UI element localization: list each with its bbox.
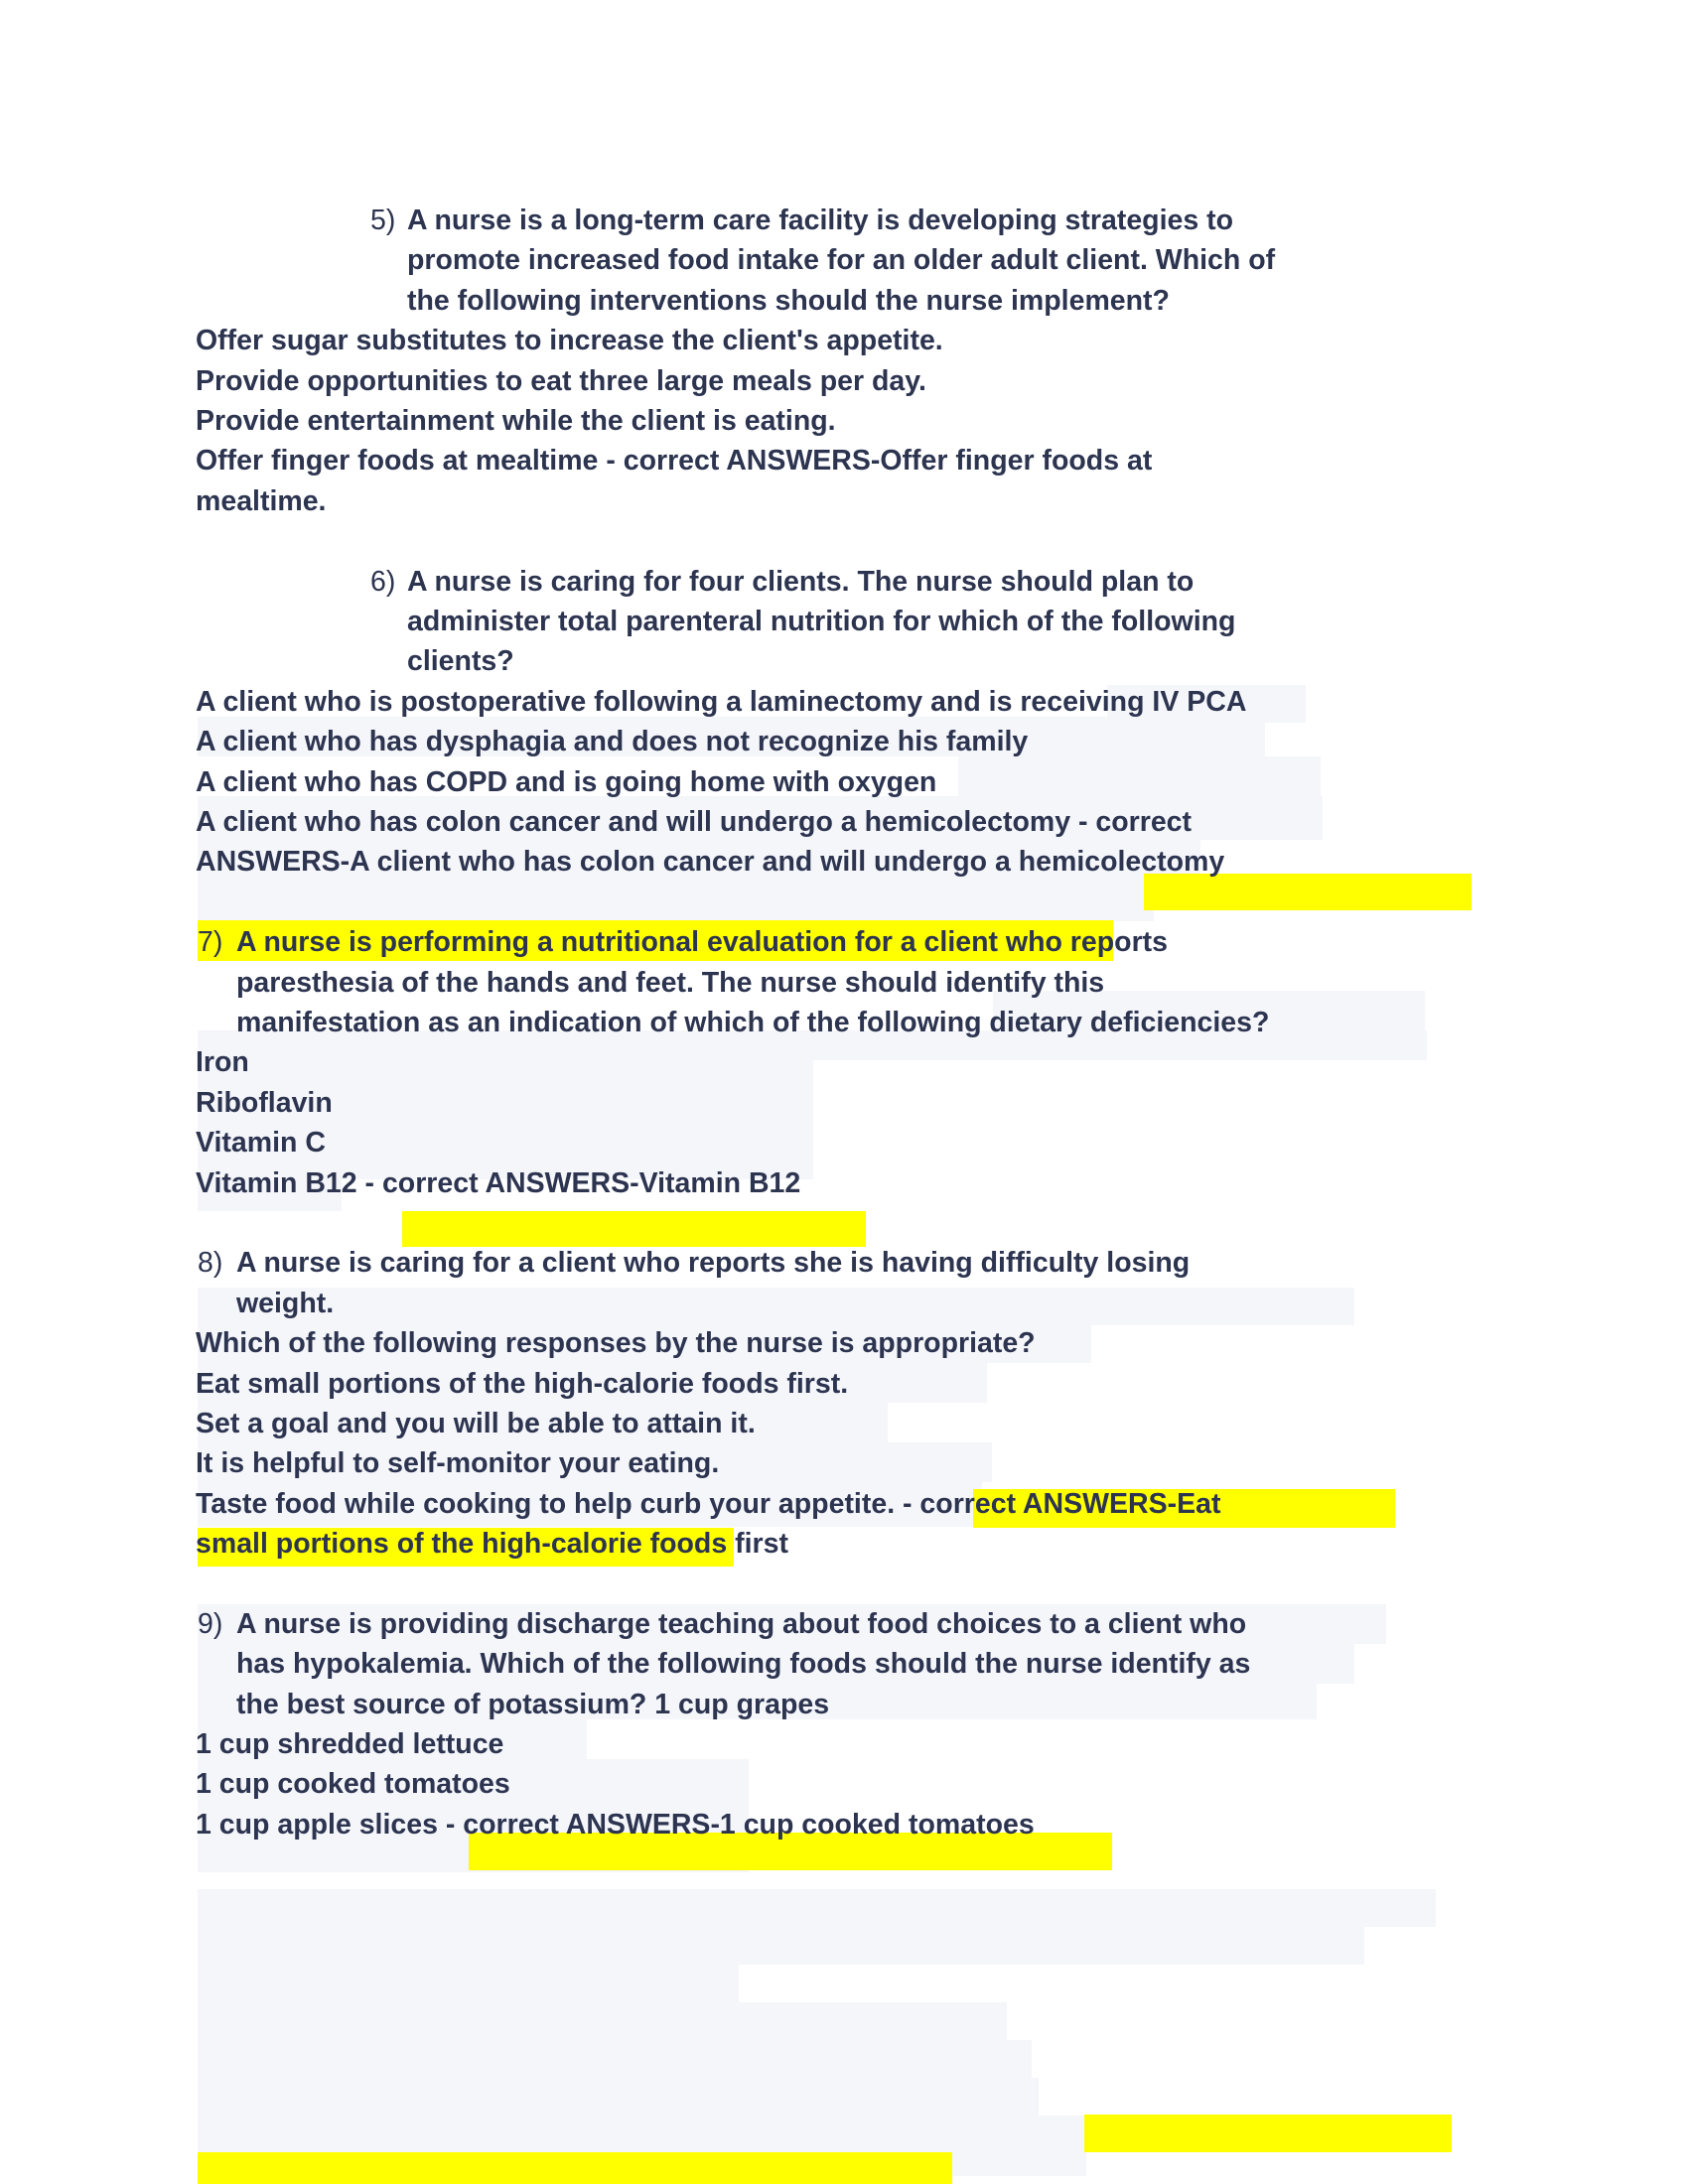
question-stem-line: the best source of potassium? 1 cup grapes bbox=[236, 1689, 830, 1720]
question-number: 9) bbox=[198, 1608, 223, 1640]
answer-option: Offer sugar substitutes to increase the client's appetite. bbox=[196, 325, 943, 356]
background-band bbox=[198, 1889, 1436, 1927]
answer-option: Provide opportunities to eat three large meals per day. bbox=[196, 365, 926, 397]
answer-option-correct: A client who has colon cancer and will undergo a hemicolectomy - correct bbox=[196, 806, 1193, 838]
background-band bbox=[198, 1927, 1364, 1965]
highlight bbox=[1084, 2115, 1452, 2152]
answer-option: 1 cup cooked tomatoes bbox=[196, 1768, 510, 1800]
answer-option-correct: Taste food while cooking to help curb your appetite. - correct ANSWERS-Eat bbox=[196, 1488, 1221, 1520]
answer-option-correct: Vitamin B12 - correct ANSWERS-Vitamin B12 bbox=[196, 1167, 801, 1199]
answer-option: Riboflavin bbox=[196, 1087, 333, 1119]
answer-option-correct: mealtime. bbox=[196, 485, 327, 517]
answer-option: Vitamin C bbox=[196, 1127, 326, 1159]
background-band bbox=[198, 2078, 1039, 2116]
question-number: 6) bbox=[370, 566, 396, 598]
highlight bbox=[198, 2152, 952, 2184]
answer-option-correct: Offer finger foods at mealtime - correct ANSWERS-Offer finger foods at bbox=[196, 445, 1153, 477]
answer-option-correct: 1 cup apple slices - correct ANSWERS-1 cup cooked tomatoes bbox=[196, 1809, 1035, 1841]
question-stem-line: A nurse is providing discharge teaching about food choices to a client who bbox=[236, 1608, 1247, 1640]
question-stem-line: promote increased food intake for an older adult client. Which of bbox=[407, 244, 1276, 276]
background-band bbox=[198, 2002, 1007, 2040]
question-number: 8) bbox=[198, 1247, 223, 1279]
answer-option: It is helpful to self-monitor your eating. bbox=[196, 1447, 720, 1479]
answer-option: 1 cup shredded lettuce bbox=[196, 1728, 504, 1760]
background-band bbox=[198, 880, 1154, 921]
answer-option-correct: small portions of the high-calorie foods first bbox=[196, 1528, 788, 1560]
background-band bbox=[198, 2040, 1032, 2078]
answer-option: A client who is postoperative following a laminectomy and is receiving IV PCA bbox=[196, 686, 1247, 718]
question-stem-line: A nurse is caring for four clients. The nurse should plan to bbox=[407, 566, 1195, 598]
answer-option: A client who has dysphagia and does not recognize his family bbox=[196, 726, 1029, 757]
answer-option-correct: ANSWERS-A client who has colon cancer and will undergo a hemicolectomy bbox=[196, 846, 1225, 878]
question-stem-line: manifestation as an indication of which of the following dietary deficiencies? bbox=[236, 1007, 1270, 1038]
background-band bbox=[958, 756, 1321, 796]
answer-option: A client who has COPD and is going home with oxygen bbox=[196, 766, 937, 798]
background-band bbox=[198, 1965, 739, 2002]
question-stem-line: the following interventions should the nurse implement? bbox=[407, 285, 1170, 317]
question-stem-line: has hypokalemia. Which of the following foods should the nurse identify as bbox=[236, 1648, 1251, 1680]
question-stem-line: A nurse is a long-term care facility is developing strategies to bbox=[407, 205, 1234, 236]
answer-option: Provide entertainment while the client is eating. bbox=[196, 405, 836, 437]
question-number: 7) bbox=[198, 926, 223, 958]
question-stem-line: clients? bbox=[407, 645, 514, 677]
question-prompt: Which of the following responses by the nurse is appropriate? bbox=[196, 1327, 1036, 1359]
highlight bbox=[402, 1211, 866, 1247]
question-stem-line: paresthesia of the hands and feet. The nurse should identify this bbox=[236, 967, 1105, 999]
background-band bbox=[198, 1288, 1354, 1325]
question-stem-line: A nurse is caring for a client who reports she is having difficulty losing bbox=[236, 1247, 1191, 1279]
question-stem-line: A nurse is performing a nutritional evaluation for a client who reports bbox=[236, 926, 1168, 958]
question-number: 5) bbox=[370, 205, 396, 236]
answer-option: Eat small portions of the high-calorie foods first. bbox=[196, 1368, 849, 1400]
answer-option: Set a goal and you will be able to attain it. bbox=[196, 1408, 756, 1439]
question-stem-line: weight. bbox=[236, 1288, 335, 1319]
answer-option: Iron bbox=[196, 1046, 249, 1078]
question-stem-line: administer total parenteral nutrition for which of the following bbox=[407, 606, 1236, 637]
